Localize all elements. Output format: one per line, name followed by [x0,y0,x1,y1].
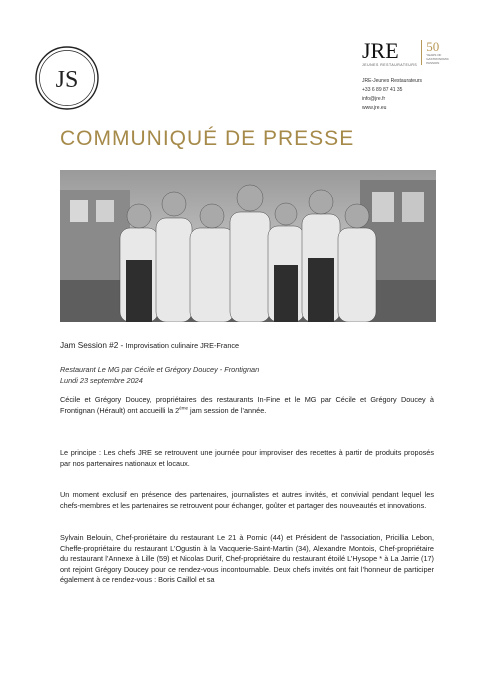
jre-header [362,40,472,113]
chefs-group-photo [60,170,436,322]
paragraph-principle: Le principe : Les chefs JRE se retrouvent une journée pour improviser des recettes à partir de produits proposés par nos partenaires nationaux et locaux. [60,448,434,468]
contact-org: JRE-Jeunes Restaurateurs [362,78,423,84]
jre-brand-tagline: JEUNES RESTAURATEURS [362,63,418,67]
restaurant-date-block [60,365,434,386]
anniversary-text: YEARS OF GASTRONOMIC PASSION [426,53,449,65]
contact-phone: +33 6 89 87 41 35 [362,87,403,93]
logo-monogram: JS [55,67,79,93]
paragraph-chefs: Sylvain Belouin, Chef-proriétaire du restaurant Le 21 à Pornic (44) et Président de l’association, Pricillia Lebon, Cheffe-propriétaire du restaurant L’Ogustin à la Vacquerie-Saint-Martin (34), Alexandre Montois, Chef-propriétaire du restaurant l’Annexe à Lille (59) et Nicolas Durif, Chef-propriétaire du restaurant étoilé L’Hysope * à La Jarrie (17) ont rejoint Grégory Doucey pour ce rendez-vous incontournable. Deux chefs invités ont fait l’honneur de participer également à ce rendez-vous : Boris Caillol et sa [60,533,434,585]
contact-email: info@jre.fr [362,96,386,102]
restaurant-line: Restaurant Le MG par Cécile et Grégory Doucey - Frontignan [60,365,260,374]
anniversary-number: 50 [426,39,440,54]
jre-brand-letters: JRE [362,38,399,63]
paragraph-intro [60,395,434,416]
subtitle [60,341,434,352]
paragraph-intro-end: jam session de l’année. [188,405,267,415]
page-title: COMMUNIQUÉ DE PRESSE [60,127,355,150]
paragraph-moment: Un moment exclusif en présence des partenaires, journalistes et autres invités, et convivial pendant lequel les chefs-membres et les partenaires se retrouvent pour échanger, goûter et partager des nouveautés et innovations. [60,490,434,510]
js-monogram-logo-icon [34,45,100,111]
jre-divider [421,40,422,65]
paragraph-intro-sup: ème [179,405,189,411]
contact-block [362,77,472,113]
subtitle-detail: Improvisation culinaire JRE-France [125,341,240,350]
jre-logo [362,40,472,67]
paragraph-intro-text: Cécile et Grégory Doucey, propriétaires des restaurants In-Fine et le MG par Cécile et Grégory Doucey à Frontignan (Hérault) ont accueilli la 2 [60,395,434,415]
subtitle-main: Jam Session #2 - [60,341,126,350]
contact-web: www.jre.eu [362,105,387,111]
date-line: Lundi 23 septembre 2024 [60,375,143,385]
